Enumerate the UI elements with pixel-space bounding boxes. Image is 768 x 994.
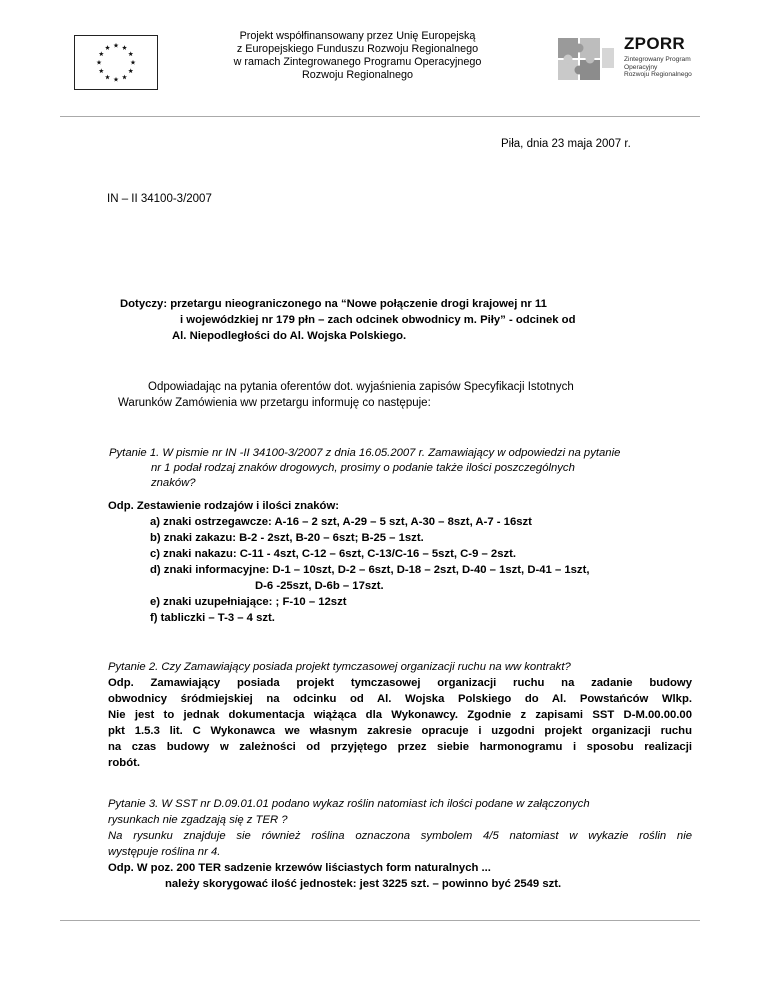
cofinancing-header bbox=[200, 30, 515, 82]
answer-line: należy skorygować ilość jednostek: jest 3225 szt. – powinno być 2549 szt. bbox=[165, 878, 562, 890]
header-line: w ramach Zintegrowanego Programu Operacyjnego bbox=[233, 56, 482, 68]
question-3 bbox=[108, 796, 692, 892]
zporr-logo bbox=[550, 26, 710, 96]
answer-line: Odp. Zamawiający posiada projekt tymczasowej organizacji ruchu na zadanie budowy bbox=[108, 677, 692, 689]
puzzle-icon bbox=[550, 26, 620, 96]
zporr-subtitle-line: Zintegrowany Program bbox=[624, 56, 691, 63]
sign-list-item: f) tabliczki – T-3 – 4 szt. bbox=[150, 612, 275, 624]
eu-star-icon bbox=[122, 75, 127, 80]
sign-list-item: b) znaki zakazu: B-2 - 2szt, B-20 – 6szt; B-25 – 1szt. bbox=[150, 532, 424, 544]
header-line: z Europejskiego Funduszu Rozwoju Regionalnego bbox=[236, 43, 479, 55]
subject-line: Dotyczy: przetargu nieograniczonego na “Nowe połączenie drogi krajowej nr 11 bbox=[120, 298, 547, 310]
subject-block bbox=[120, 296, 575, 344]
eu-star-icon bbox=[128, 68, 133, 73]
zporr-logo-subtitle bbox=[624, 56, 704, 79]
footer-divider bbox=[60, 920, 700, 921]
subject-line: i wojewódzkiej nr 179 płn – zach odcinek obwodnicy m. Piły” - odcinek od bbox=[180, 314, 576, 326]
answer-line: na czas budowy w zależności od przyjętego przez siebie harmonogramu i sposobu realizacji bbox=[108, 741, 692, 753]
sign-list-item: c) znaki nakazu: C-11 - 4szt, C-12 – 6szt, C-13/C-16 – 5szt, C-9 – 2szt. bbox=[150, 548, 517, 560]
eu-flag-icon bbox=[74, 35, 158, 90]
question-line: nr 1 podał rodzaj znaków drogowych, prosimy o podanie także ilości poszczególnych bbox=[151, 462, 575, 474]
sign-list-item: e) znaki uzupełniające: ; F-10 – 12szt bbox=[150, 596, 347, 608]
question-line: Pytanie 1. W pismie nr IN -II 34100-3/2007 z dnia 16.05.2007 r. Zamawiający w odpowiedzi na pytanie bbox=[109, 447, 621, 459]
eu-star-icon bbox=[114, 77, 119, 82]
question-2 bbox=[108, 659, 692, 771]
answer-line: pkt 1.5.3 lit. C Wykonawca we własnym zakresie opracuje i uzgodni projekt organizacji ruchu bbox=[108, 725, 692, 737]
zporr-logo-title: ZPORR bbox=[624, 34, 685, 53]
question-line: znaków? bbox=[151, 477, 196, 489]
eu-star-icon bbox=[105, 45, 110, 50]
zporr-subtitle-line: Operacyjny bbox=[624, 63, 658, 71]
question-line: rysunkach nie zgadzają się z TER ? bbox=[108, 814, 288, 826]
answer-1 bbox=[108, 498, 589, 626]
eu-star-icon bbox=[122, 45, 127, 50]
case-number: IN – II 34100-3/2007 bbox=[107, 193, 212, 205]
place-date: Piła, dnia 23 maja 2007 r. bbox=[501, 138, 631, 150]
eu-star-icon bbox=[99, 68, 104, 73]
answer-line: Odp. W poz. 200 TER sadzenie krzewów liściastych form naturalnych ... bbox=[108, 862, 491, 874]
intro-line: Odpowiadając na pytania oferentów dot. wyjaśnienia zapisów Specyfikacji Istotnych bbox=[148, 381, 574, 393]
answer-line: robót. bbox=[108, 757, 140, 769]
intro-paragraph bbox=[118, 379, 574, 411]
eu-star-icon bbox=[99, 51, 104, 56]
zporr-subtitle-line: Rozwoju Regionalnego bbox=[624, 71, 692, 79]
sign-list-item: d) znaki informacyjne: D-1 – 10szt, D-2 – 6szt, D-18 – 2szt, D-40 – 1szt, D-41 – 1szt, bbox=[150, 564, 590, 576]
question-1 bbox=[109, 446, 620, 491]
answer-line: obwodnicy śródmiejskiej na odcinku od Al. Wojska Polskiego do Al. Powstańców Wlkp. bbox=[108, 693, 692, 705]
sign-list-item: a) znaki ostrzegawcze: A-16 – 2 szt, A-29 – 5 szt, A-30 – 8szt, A-7 - 16szt bbox=[150, 516, 532, 528]
question-line: Pytanie 2. Czy Zamawiający posiada projekt tymczasowej organizacji ruchu na ww kontrakt? bbox=[108, 661, 571, 673]
sign-list-item-continuation: D-6 -25szt, D-6b – 17szt. bbox=[255, 580, 384, 592]
header-divider bbox=[60, 116, 700, 117]
subject-line: Al. Niepodległości do Al. Wojska Polskiego. bbox=[172, 330, 407, 342]
intro-line: Warunków Zamówienia ww przetargu informuję co następuje: bbox=[118, 397, 431, 409]
header-line: Projekt współfinansowany przez Unię Europejską bbox=[239, 30, 476, 42]
eu-star-icon bbox=[97, 60, 102, 65]
answer-line: Nie jest to jednak dokumentacja wiążąca dla Wykonawcy. Zgodnie z zapisami SST D-M.00.00.00 bbox=[108, 709, 692, 721]
header-line: Rozwoju Regionalnego bbox=[301, 69, 414, 81]
eu-star-icon bbox=[105, 75, 110, 80]
answer-heading: Odp. Zestawienie rodzajów i ilości znaków: bbox=[108, 500, 340, 512]
question-line: Pytanie 3. W SST nr D.09.01.01 podano wykaz roślin natomiast ich ilości podane w załączonych bbox=[108, 798, 590, 810]
eu-star-icon bbox=[128, 51, 133, 56]
question-line: występuje roślina nr 4. bbox=[108, 846, 221, 858]
question-line: Na rysunku znajduje sie również roślina oznaczona symbolem 4/5 natomiast w wykazie roślin nie bbox=[108, 830, 692, 842]
eu-star-icon bbox=[131, 60, 136, 65]
eu-star-icon bbox=[114, 43, 119, 48]
